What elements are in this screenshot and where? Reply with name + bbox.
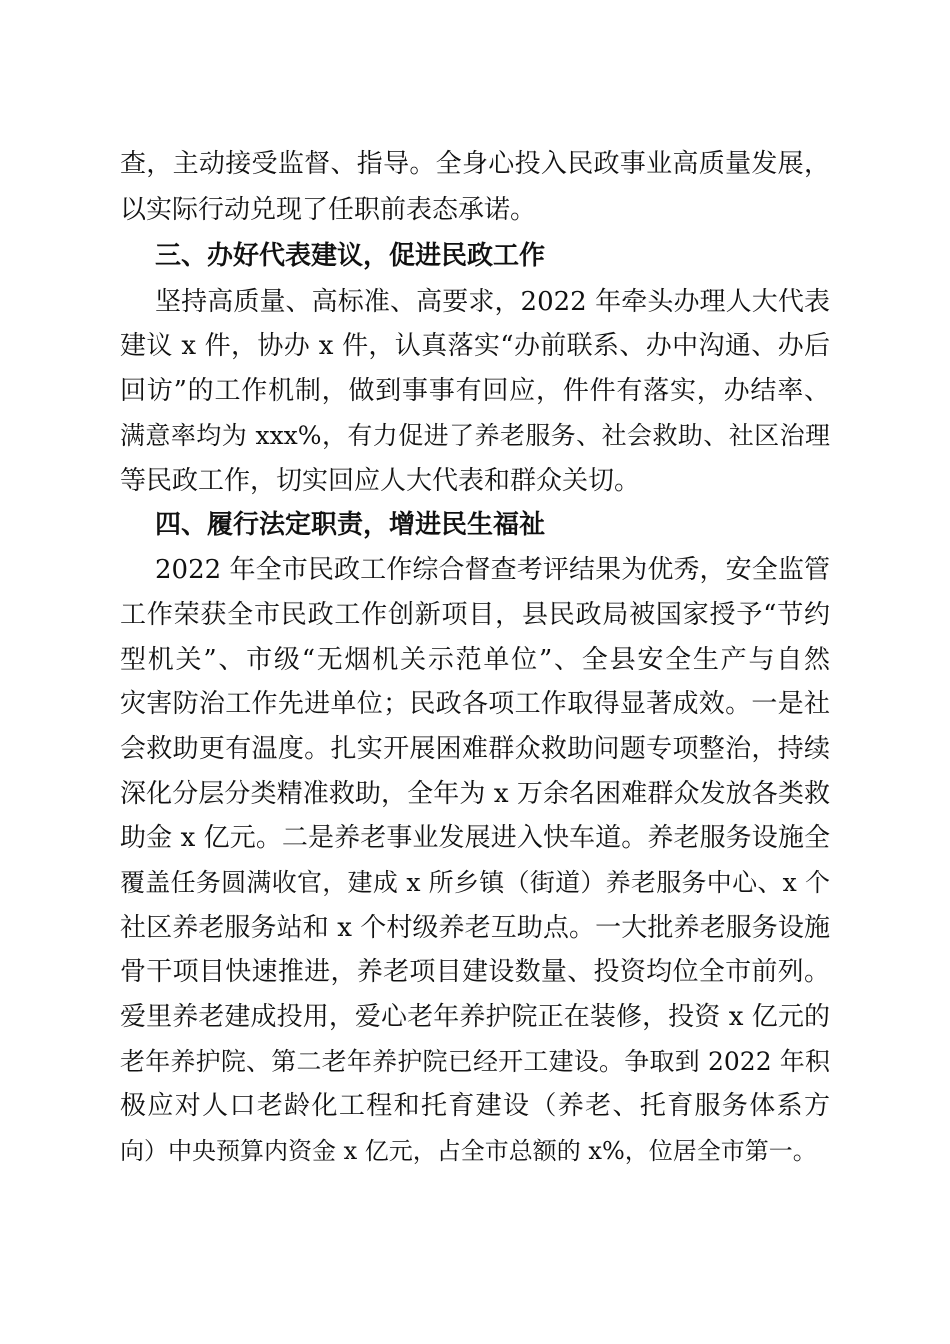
paragraph-line: 爱里养老建成投用，爱心老年养护院正在装修，投资 x 亿元的 xyxy=(120,1002,830,1032)
paragraph-line: 建议 x 件，协办 x 件，认真落实“办前联系、办中沟通、办后 xyxy=(120,331,830,361)
paragraph-line: 骨干项目快速推进，养老项目建设数量、投资均位全市前列。 xyxy=(120,957,830,987)
section-heading-4: 四、履行法定职责，增进民生福祉 xyxy=(155,510,546,540)
paragraph-line: 向）中央预算内资金 x 亿元，占全市总额的 x%，位居全市第一。 xyxy=(120,1137,817,1165)
paragraph-line: 2022 年全市民政工作综合督查考评结果为优秀，安全监管 xyxy=(155,555,830,585)
paragraph-line: 工作荣获全市民政工作创新项目，县民政局被国家授予“节约 xyxy=(120,600,830,630)
paragraph-line: 覆盖任务圆满收官，建成 x 所乡镇（街道）养老服务中心、x 个 xyxy=(120,868,830,897)
section-heading-3: 三、办好代表建议，促进民政工作 xyxy=(155,241,546,271)
paragraph-line: 社区养老服务站和 x 个村级养老互助点。一大批养老服务设施 xyxy=(120,913,830,943)
paragraph-line: 助金 x 亿元。二是养老事业发展进入快车道。养老服务设施全 xyxy=(120,823,830,853)
paragraph-line: 查，主动接受监督、指导。全身心投入民政事业高质量发展， xyxy=(120,149,830,179)
paragraph-line: 灾害防治工作先进单位；民政各项工作取得显著成效。一是社 xyxy=(120,689,830,719)
paragraph-line: 型机关”、市级“无烟机关示范单位”、全县安全生产与自然 xyxy=(120,645,830,675)
paragraph-line: 老年养护院、第二老年养护院已经开工建设。争取到 2022 年积 xyxy=(120,1047,830,1076)
paragraph-line: 会救助更有温度。扎实开展困难群众救助问题专项整治，持续 xyxy=(120,734,830,764)
paragraph-line: 坚持高质量、高标准、高要求，2022 年牵头办理人大代表 xyxy=(155,287,830,317)
paragraph-line: 深化分层分类精准救助，全年为 x 万余名困难群众发放各类救 xyxy=(120,779,830,809)
paragraph-line: 回访”的工作机制，做到事事有回应，件件有落实，办结率、 xyxy=(120,376,830,406)
paragraph-line: 等民政工作，切实回应人大代表和群众关切。 xyxy=(120,466,641,496)
paragraph-line: 极应对人口老龄化工程和托育建设（养老、托育服务体系方 xyxy=(120,1091,830,1121)
paragraph-line: 以实际行动兑现了任职前表态承诺。 xyxy=(120,195,537,225)
paragraph-line: 满意率均为 xxx%，有力促进了养老服务、社会救助、社区治理 xyxy=(120,421,830,450)
